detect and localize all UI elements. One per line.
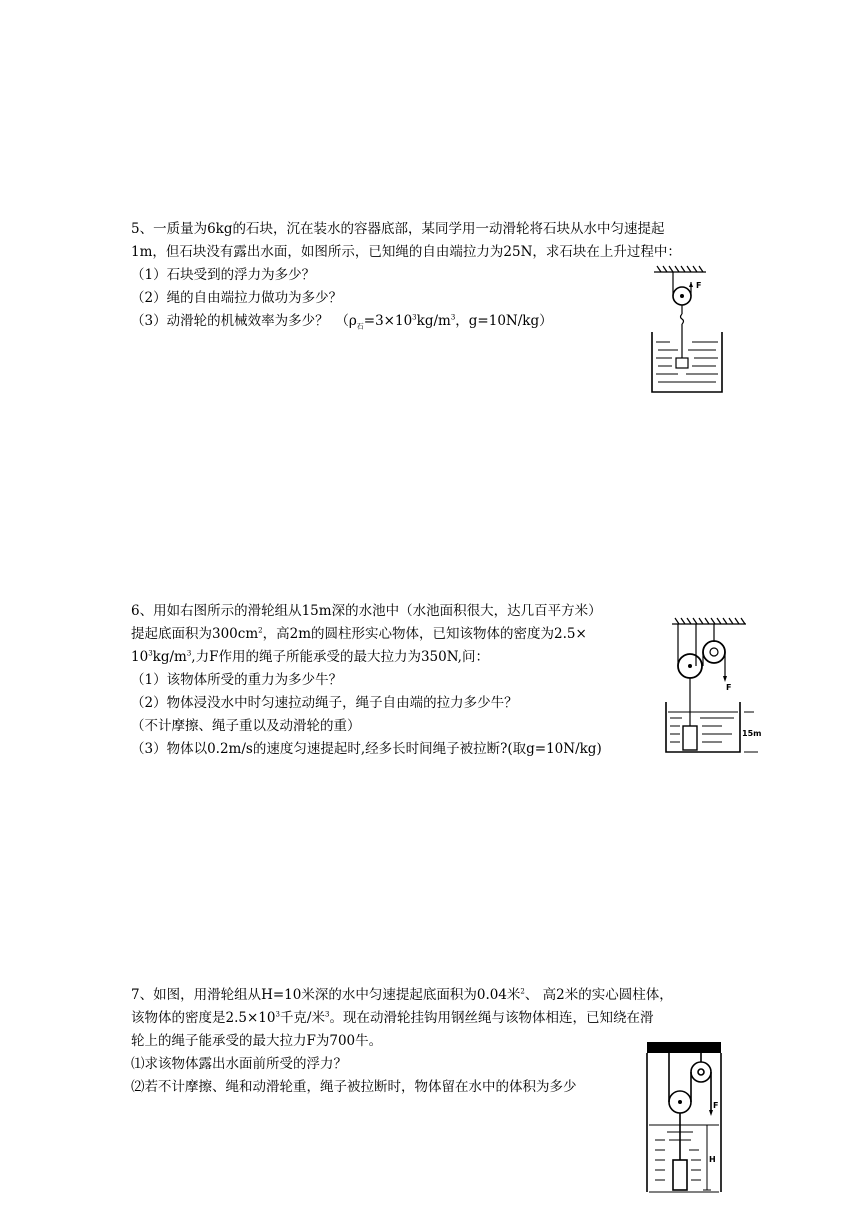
problem-7-line-1: 7、如图，用滑轮组从H=10米深的水中匀速提起底面积为0.04米$^2$、 高2米的实心圆柱体， (131, 987, 673, 1003)
problem-7-depth-label: H (709, 1155, 716, 1164)
problem-5-line-2: 1m，但石块没有露出水面，如图所示，已知绳的自由端拉力为25N，求石块在上升过程中： (131, 244, 681, 260)
problem-6 (131, 600, 602, 761)
problem-5-figure (648, 262, 728, 396)
problem-7-line-2: 该物体的密度是$2.5\times 10^3$千克/米$^3$。现在动滑轮挂钩用钢丝绳与该物体相连，已知绕在滑 (131, 1010, 654, 1026)
problem-6-figure (662, 616, 762, 756)
problem-6-note: （不计摩擦、绳子重以及动滑轮的重） (131, 718, 361, 734)
problem-7-force-label: F (713, 1101, 719, 1110)
problem-7-q2: ⑵若不计摩擦、绳和动滑轮重，绳子被拉断时，物体留在水中的体积为多少 (131, 1079, 577, 1095)
problem-6-line-2: 提起底面积为$300cm^2$，高2m的圆柱形实心物体，已知该物体的密度为2.5× (131, 626, 587, 642)
problem-5 (131, 218, 681, 333)
problem-6-q2: （2）物体浸没水中时匀速拉动绳子，绳子自由端的拉力多少牛？ (131, 695, 518, 711)
problem-5-line-1: 5、一质量为6kg的石块，沉在装水的容器底部，某同学用一动滑轮将石块从水中匀速提起 (131, 221, 665, 237)
problem-6-q3: （3）物体以0.2m/s的速度匀速提起时,经多长时间绳子被拉断?(取g=10N/kg) (131, 741, 602, 757)
problem-6-q1: （1）该物体所受的重力为多少牛？ (131, 672, 343, 688)
problem-6-force-label: F (726, 683, 732, 692)
problem-7-line-3: 轮上的绳子能承受的最大拉力F为700牛。 (131, 1033, 383, 1049)
problem-7 (131, 984, 673, 1099)
problem-7-q1: ⑴求该物体露出水面前所受的浮力？ (131, 1056, 347, 1072)
problem-5-q3: （3）动滑轮的机械效率为多少？ （$\rho_石=3\times 10^3kg/m^3$，g=10N/kg） (131, 313, 553, 331)
problem-6-depth-label: 15m (742, 729, 762, 738)
problem-7-figure (645, 1040, 725, 1196)
problem-6-line-3: $10^3kg/m^3$,力F作用的绳子所能承受的最大拉力为350N,问： (131, 649, 489, 665)
problem-6-line-1: 6、用如右图所示的滑轮组从15m深的水池中（水池面积很大，达几百平方米） (131, 603, 602, 619)
problem-5-force-label: F (696, 281, 702, 290)
problem-5-q2: （2）绳的自由端拉力做功为多少？ (131, 290, 343, 306)
problem-5-q1: （1）石块受到的浮力为多少？ (131, 267, 316, 283)
